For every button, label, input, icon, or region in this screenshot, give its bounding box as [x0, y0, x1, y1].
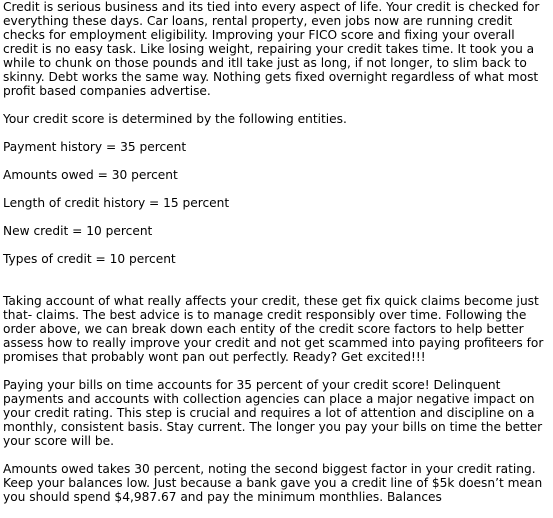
factor-new-credit: New credit = 10 percent	[3, 224, 153, 238]
factor-payment-history: Payment history = 35 percent	[3, 140, 187, 154]
score-intro-paragraph: Your credit score is determined by the following entities.	[3, 112, 347, 126]
blank-space	[3, 266, 551, 294]
factor-length-of-history: Length of credit history = 15 percent	[3, 196, 230, 210]
payment-paragraph: Paying your bills on time accounts for 35 percent of your credit score! Delinquent payments and accounts with collection agencies can place a major negative impact on your credit rating. This step is crucial and requires a lot of attention and discipline on a monthly, consistent basis. Stay current. The longer you pay your bills on time the better your score will be.	[3, 378, 543, 448]
factor-amounts-owed: Amounts owed = 30 percent	[3, 168, 178, 182]
article-body	[3, 0, 551, 504]
intro-paragraph: Credit is serious business and its tied into every aspect of life. Your credit is checked for everything these days. Car loans, rental property, even jobs now are running credit checks for employment eligibility. Improving your FICO score and fixing your overall credit is no easy task. Like losing weight, repairing your credit takes time. It took you a while to chunk on those pounds and itll take just as long, if not longer, to slim back to skinny. Debt works the same way. Nothing gets fixed overnight regardless of what most profit based companies advertise.	[3, 0, 540, 98]
taking-account-paragraph: Taking account of what really affects your credit, these get fix quick claims become just that- claims. The best advice is to manage credit responsibly over time. Following the order above, we can break down each entity of the credit score factors to help better assess how to really improve your credit and not get scammed into paying profiteers for promises that probably wont pan out perfectly. Ready? Get excited!!!	[3, 294, 544, 364]
amounts-owed-paragraph: Amounts owed takes 30 percent, noting the second biggest factor in your credit rating. Keep your balances low. Just because a bank gave you a credit line of $5k doesn’t mean you should spend $4,987.67 and pay the minimum monthlies. Balances	[3, 462, 543, 504]
factor-types-of-credit: Types of credit = 10 percent	[3, 252, 176, 266]
